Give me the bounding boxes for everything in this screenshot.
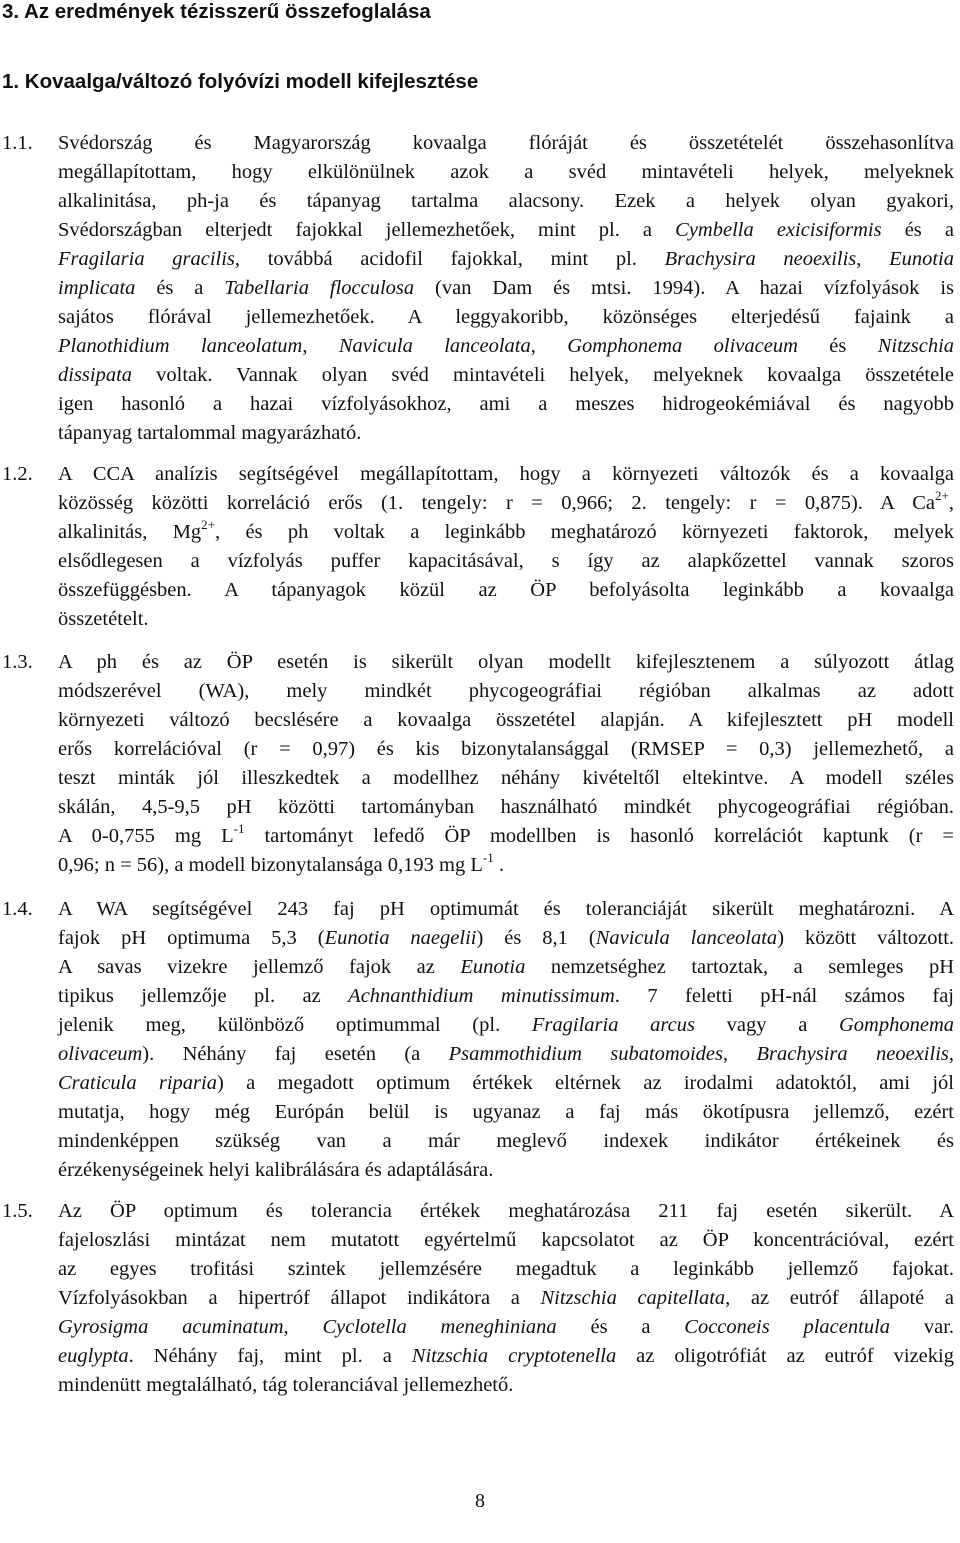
text-line: tápanyag tartalommal magyarázható. bbox=[58, 422, 362, 444]
text-line: olivaceum). Néhány faj esetén (a Psammothidium subatomoides, Brachysira neoexilis, bbox=[58, 1043, 954, 1065]
paragraph-number: 1.1. bbox=[2, 132, 33, 154]
text-line: összefüggésben. A tápanyagok közül az ÖP befolyásolta leginkább a kovaalga bbox=[58, 579, 954, 601]
text-line: mutatja, hogy még Európán belül is ugyanaz a faj más ökotípusra jellemző, ezért bbox=[58, 1101, 954, 1123]
text-line: A WA segítségével 243 faj pH optimumát és toleranciáját sikerült meghatározni. A bbox=[58, 898, 954, 920]
text-line: elsődlegesen a vízfolyás puffer kapacitásával, s így az alapkőzettel vannak szoros bbox=[58, 550, 954, 572]
paragraph-number: 1.5. bbox=[2, 1200, 33, 1222]
text-line: dissipata voltak. Vannak olyan svéd mintavételi helyek, melyeknek kovaalga összetétele bbox=[58, 364, 954, 386]
text-line: A savas vizekre jellemző fajok az Eunotia nemzetséghez tartoztak, a semleges pH bbox=[58, 956, 955, 978]
text-line: implicata és a Tabellaria flocculosa (van Dam és mtsi. 1994). A hazai vízfolyások is bbox=[58, 277, 954, 299]
text-line: mindenütt megtalálható, tág toleranciával jellemezhető. bbox=[58, 1374, 514, 1396]
text-line: jelenik meg, különböző optimummal (pl. Fragilaria arcus vagy a Gomphonema bbox=[58, 1014, 954, 1036]
subsection-heading: 1. Kovaalga/változó folyóvízi modell kifejlesztése bbox=[2, 70, 479, 93]
text-line: erős korrelációval (r = 0,97) és kis bizonytalansággal (RMSEP = 0,3) jellemezhető, a bbox=[58, 738, 954, 760]
text-line: összetételt. bbox=[58, 608, 149, 630]
text-line: teszt minták jól illeszkedtek a modellhez néhány kivételtől eltekintve. A modell széles bbox=[58, 767, 954, 789]
text-line: alkalinitása, ph-ja és tápanyag tartalma alacsony. Ezek a helyek olyan gyakori, bbox=[58, 190, 954, 212]
text-line: skálán, 4,5-9,5 pH közötti tartományban használható mindkét phycogeográfiai régióban. bbox=[58, 796, 954, 818]
text-line: módszerével (WA), mely mindkét phycogeográfiai régióban alkalmas az adott bbox=[58, 680, 954, 702]
text-line: az egyes trofitási szintek jellemzésére megadtuk a leginkább jellemző fajokat. bbox=[58, 1258, 954, 1280]
text-line: alkalinitás, $Mg^{2+}$, és ph voltak a leginkább meghatározó környezeti faktorok, melyek bbox=[58, 517, 954, 543]
text-line: közösség közötti korreláció erős (1. tengely: r = 0,966; 2. tengely: r = 0,875). A $Ca^{2+}$, bbox=[58, 488, 954, 514]
text-line: Planothidium lanceolatum, Navicula lanceolata, Gomphonema olivaceum és Nitzschia bbox=[58, 335, 955, 357]
text-line: Gyrosigma acuminatum, Cyclotella meneghiniana és a Cocconeis placentula var. bbox=[58, 1316, 955, 1338]
text-line: fajok pH optimuma 5,3 (Eunotia naegelii) és 8,1 (Navicula lanceolata) között változott. bbox=[58, 927, 955, 949]
text-line: A ph és az ÖP esetén is sikerült olyan modellt kifejlesztenem a súlyozott átlag bbox=[58, 651, 954, 673]
text-line: mindenképpen szükség van a már meglevő indexek indikátor értékeinek és bbox=[58, 1130, 954, 1152]
text-line: sajátos flórával jellemezhetőek. A leggyakoribb, közönséges elterjedésű fajaink a bbox=[58, 306, 954, 328]
text-line: megállapítottam, hogy elkülönülnek azok a svéd mintavételi helyek, melyeknek bbox=[58, 161, 954, 183]
paragraph-number: 1.4. bbox=[2, 898, 33, 920]
text-line: A 0-0,755 mg $L^{-1}$ tartományt lefedő ÖP modellben is hasonló korrelációt kaptunk (r = bbox=[58, 821, 954, 847]
text-line: Svédország és Magyarország kovaalga flóráját és összetételét összehasonlítva bbox=[58, 132, 954, 154]
text-line: fajeloszlási mintázat nem mutatott egyértelmű kapcsolatot az ÖP koncentrációval, ezért bbox=[58, 1229, 954, 1251]
text-line: A CCA analízis segítségével megállapítottam, hogy a környezeti változók és a kovaalga bbox=[58, 463, 954, 485]
text-line: Fragilaria gracilis, továbbá acidofil fajokkal, mint pl. Brachysira neoexilis, Eunotia bbox=[58, 248, 954, 270]
text-line: Vízfolyásokban a hipertróf állapot indikátora a Nitzschia capitellata, az eutróf állapoté a bbox=[58, 1287, 954, 1309]
text-line: 0,96; n = 56), a modell bizonytalansága 0,193 mg $L^{-1}$ . bbox=[58, 850, 504, 876]
text-line: Svédországban elterjedt fajokkal jellemezhetőek, mint pl. a Cymbella exicisiformis és a bbox=[58, 219, 954, 241]
paragraph-number: 1.3. bbox=[2, 651, 33, 673]
text-line: tipikus jellemzője pl. az Achnanthidium minutissimum. 7 feletti pH-nál számos faj bbox=[58, 985, 954, 1007]
text-line: Craticula riparia) a megadott optimum értékek eltérnek az irodalmi adatoktól, ami jól bbox=[58, 1072, 954, 1094]
paragraph-number: 1.2. bbox=[2, 463, 33, 485]
text-line: környezeti változó becslésére a kovaalga összetétel alapján. A kifejlesztett pH modell bbox=[58, 709, 954, 731]
text-line: érzékenységeinek helyi kalibrálására és adaptálására. bbox=[58, 1159, 494, 1181]
text-line: igen hasonló a hazai vízfolyásokhoz, ami a meszes hidrogeokémiával és nagyobb bbox=[58, 393, 954, 415]
page-number: 8 bbox=[475, 1490, 485, 1512]
text-line: Az ÖP optimum és tolerancia értékek meghatározása 211 faj esetén sikerült. A bbox=[58, 1200, 954, 1222]
section-heading: 3. Az eredmények tézisszerű összefoglalása bbox=[2, 0, 431, 23]
text-line: euglypta. Néhány faj, mint pl. a Nitzschia cryptotenella az oligotrófiát az eutróf vizekig bbox=[58, 1345, 954, 1367]
